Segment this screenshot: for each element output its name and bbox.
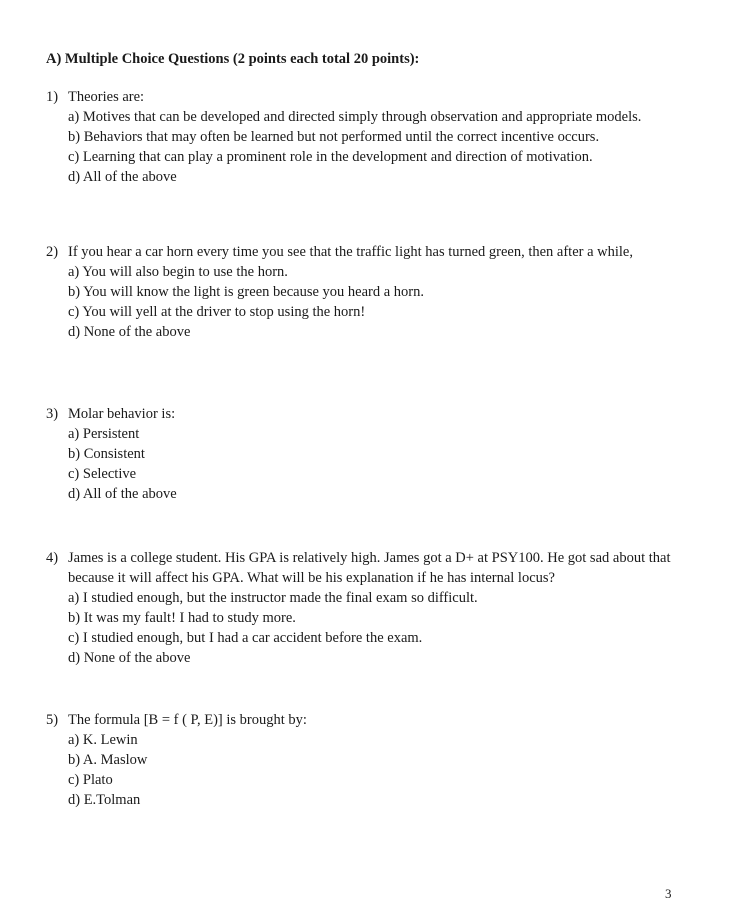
question-1-number: 1) <box>46 89 59 105</box>
question-3-number: 3) <box>46 406 59 422</box>
question-2-options <box>68 262 676 342</box>
question-4-number: 4) <box>46 550 59 566</box>
question-1-option-c: c) Learning that can play a prominent role in the development and direction of motivation. <box>68 149 593 165</box>
question-2-option-d: d) None of the above <box>68 324 191 340</box>
question-3-stem <box>46 404 676 424</box>
question-5-option-a: a) K. Lewin <box>68 732 138 748</box>
question-4-option-d: d) None of the above <box>68 650 191 666</box>
question-3-options <box>68 424 676 504</box>
question-5-stem <box>46 710 676 730</box>
question-4-option-c: c) I studied enough, but I had a car accident before the exam. <box>68 630 423 646</box>
question-2 <box>46 242 676 342</box>
question-3-text: Molar behavior is: <box>68 406 176 422</box>
question-1-stem <box>46 87 676 107</box>
question-3-option-d: d) All of the above <box>68 486 177 502</box>
question-1-option-a: a) Motives that can be developed and directed simply through observation and appropriate models. <box>68 109 642 125</box>
question-3-option-a: a) Persistent <box>68 426 140 442</box>
question-4 <box>46 548 676 668</box>
question-5-number: 5) <box>46 712 59 728</box>
question-3-option-b: b) Consistent <box>68 446 145 462</box>
page-number: 3 <box>665 886 672 901</box>
question-2-option-c: c) You will yell at the driver to stop using the horn! <box>68 304 366 320</box>
question-5-option-b: b) A. Maslow <box>68 752 148 768</box>
question-5-options <box>68 730 676 810</box>
question-2-option-a: a) You will also begin to use the horn. <box>68 264 288 280</box>
question-1-option-d: d) All of the above <box>68 169 177 185</box>
question-5-option-c: c) Plato <box>68 772 113 788</box>
question-2-text: If you hear a car horn every time you see that the traffic light has turned green, then after a while, <box>68 244 633 260</box>
question-4-option-a: a) I studied enough, but the instructor made the final exam so difficult. <box>68 590 478 606</box>
question-5 <box>46 710 676 810</box>
question-1-text: Theories are: <box>68 89 145 105</box>
question-2-number: 2) <box>46 244 59 260</box>
question-3-option-c: c) Selective <box>68 466 137 482</box>
question-1-options <box>68 107 676 187</box>
question-1-option-b: b) Behaviors that may often be learned but not performed until the correct incentive occurs. <box>68 129 600 145</box>
question-2-stem <box>46 242 676 262</box>
question-1 <box>46 87 676 187</box>
question-4-options <box>68 588 676 668</box>
question-2-option-b: b) You will know the light is green because you heard a horn. <box>68 284 424 300</box>
question-4-text: James is a college student. His GPA is relatively high. James got a D+ at PSY100. He got sad about that because it will affect his GPA. What will be his explanation if he has internal locus? <box>68 550 671 586</box>
question-3 <box>46 404 676 504</box>
question-5-option-d: d) E.Tolman <box>68 792 141 808</box>
question-5-text: The formula [B = f ( P, E)] is brought by: <box>68 712 307 728</box>
question-4-stem <box>46 548 676 588</box>
section-heading: A) Multiple Choice Questions (2 points each total 20 points): <box>46 51 420 67</box>
question-4-option-b: b) It was my fault! I had to study more. <box>68 610 296 626</box>
